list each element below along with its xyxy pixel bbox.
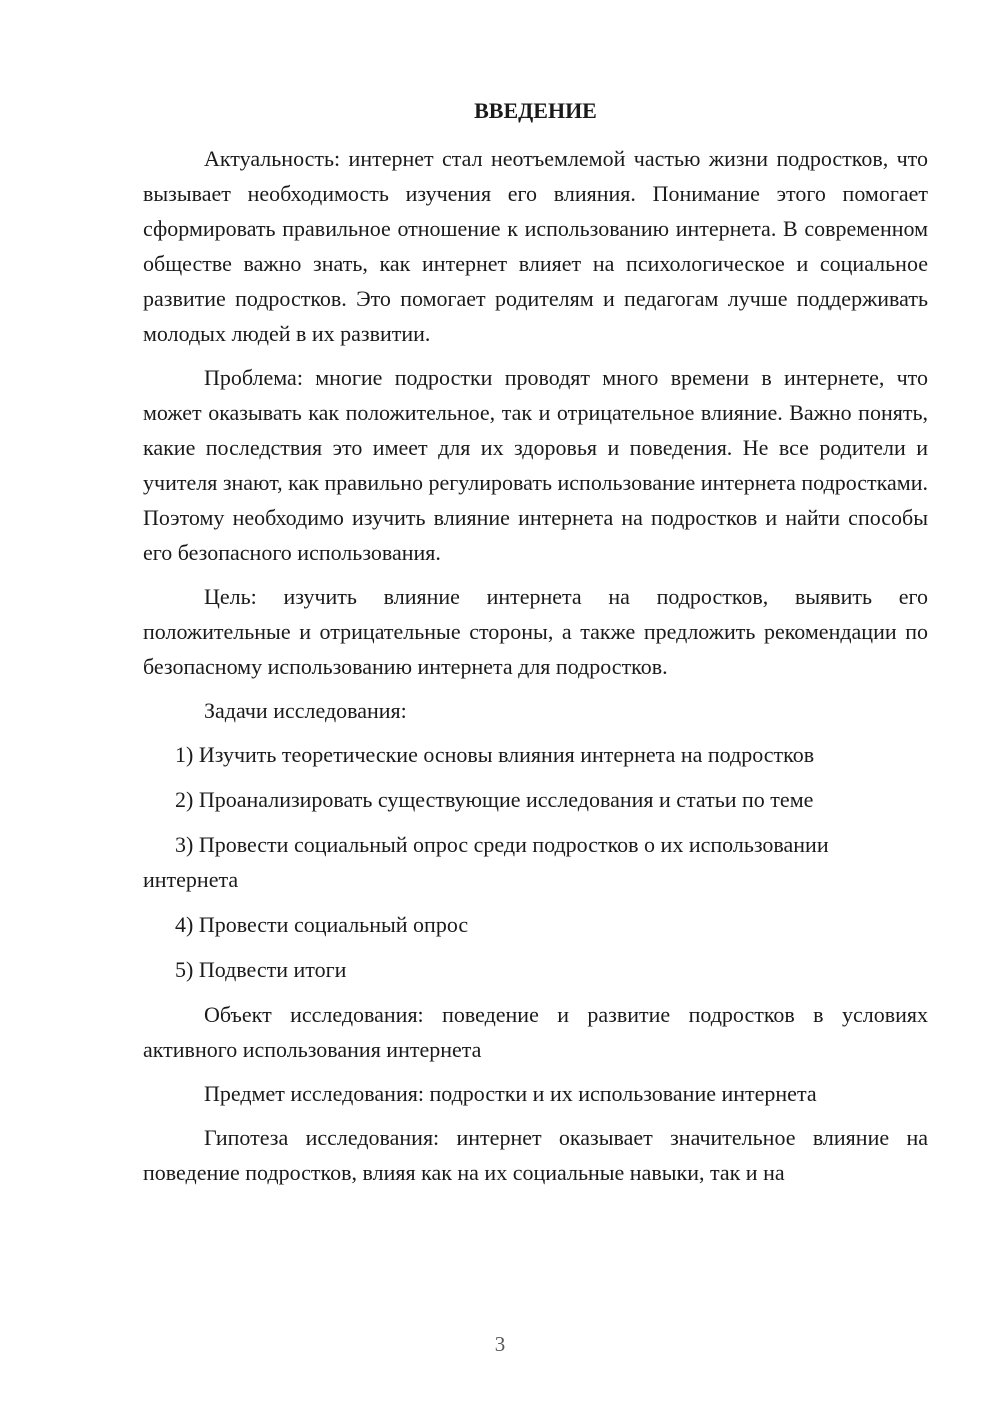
subject-paragraph: Предмет исследования: подростки и их использование интернета bbox=[204, 1081, 817, 1106]
section-title: ВВЕДЕНИЕ bbox=[474, 98, 597, 123]
tasks-heading: Задачи исследования: bbox=[204, 698, 407, 723]
task-item: 3) Провести социальный опрос среди подростков о их использовании интернета bbox=[143, 832, 829, 892]
relevance-paragraph: Актуальность: интернет стал неотъемлемой частью жизни подростков, что вызывает необходимость изучения его влияния. Понимание этого помогает сформировать правильное отношение к использованию интернета. В современном обществе важно знать, как интернет влияет на психологическое и социальное развитие подростков. Это помогает родителям и педагогам лучше поддерживать молодых людей в их развитии. bbox=[143, 146, 928, 346]
task-item: 1) Изучить теоретические основы влияния интернета на подростков bbox=[175, 742, 815, 767]
task-item: 4) Провести социальный опрос bbox=[175, 912, 469, 937]
object-paragraph: Объект исследования: поведение и развитие подростков в условиях активного использования интернета bbox=[143, 1002, 928, 1062]
problem-paragraph: Проблема: многие подростки проводят много времени в интернете, что может оказывать как положительное, так и отрицательное влияние. Важно понять, какие последствия это имеет для их здоровья и поведения. Не все родители и учителя знают, как правильно регулировать использование интернета подростками. Поэтому необходимо изучить влияние интернета на подростков и найти способы его безопасного использования. bbox=[143, 365, 928, 565]
hypothesis-paragraph: Гипотеза исследования: интернет оказывает значительное влияние на поведение подростков, влияя как на их социальные навыки, так и на bbox=[143, 1125, 928, 1185]
page-number: 3 bbox=[494, 1332, 506, 1356]
task-item: 2) Проанализировать существующие исследования и статьи по теме bbox=[175, 787, 814, 812]
tasks-list bbox=[143, 737, 928, 987]
task-item: 5) Подвести итоги bbox=[175, 957, 347, 982]
document-page bbox=[143, 93, 928, 1199]
goal-paragraph: Цель: изучить влияние интернета на подростков, выявить его положительные и отрицательные стороны, а также предложить рекомендации по безопасному использованию интернета для подростков. bbox=[143, 584, 928, 679]
